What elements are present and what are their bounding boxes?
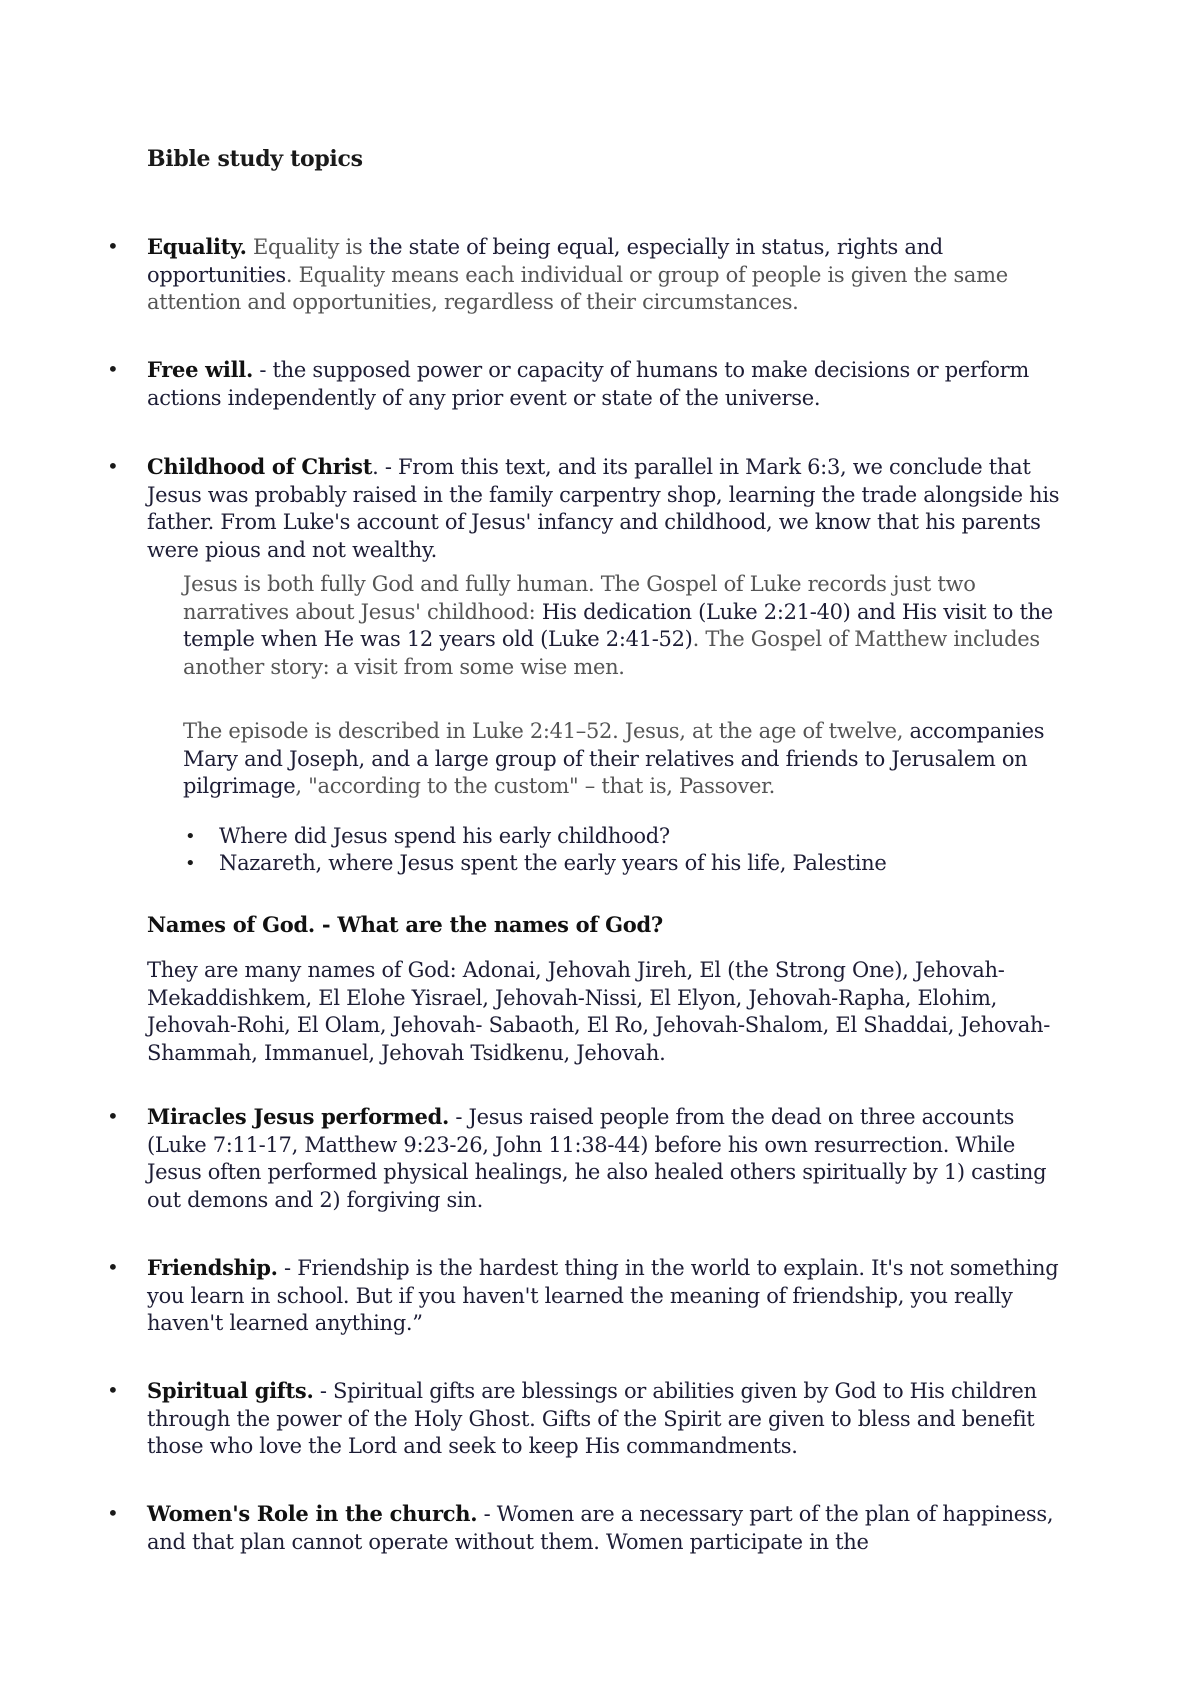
topic-text: Spiritual gifts. - Spiritual gifts are blessings or abilities given by God to His children through the power of the Holy Ghost. Gifts of the Spirit are given to bless and benefit those who love the Lord and seek to keep His commandments. xyxy=(147,1378,1037,1458)
bullet-glyph: • xyxy=(107,1104,119,1128)
topic-heading: Names of God. - What are the names of God? xyxy=(147,912,663,937)
bullet-glyph: • xyxy=(107,357,119,381)
bullet-glyph: • xyxy=(107,1378,119,1402)
bullet-glyph: • xyxy=(107,1255,119,1279)
childhood-paragraph-1: Jesus is both fully God and fully human. The Gospel of Luke records just two narratives about Jesus' childhood: His dedication (Luke 2:21-40) and His visit to the temple when He was 12 years old (Luke 2:41-52). The Gospel of Matthew includes another story: a visit from some wise men. xyxy=(183,572,1053,679)
topic-free-will xyxy=(107,356,1067,412)
page-title: Bible study topics xyxy=(147,146,363,172)
topic-spiritual-gifts xyxy=(107,1377,1067,1461)
childhood-sub-item: • Where did Jesus spend his early childhood? xyxy=(219,823,1079,851)
topic-heading: Equality. xyxy=(147,234,247,259)
topic-heading: Free will. xyxy=(147,357,253,382)
childhood-paragraph-2: The episode is described in Luke 2:41–52. Jesus, at the age of twelve, accompanies Mary and Joseph, and a large group of their relatives and friends to Jerusalem on pilgrimage, "according to the custom" – that is, Passover. xyxy=(183,719,1045,798)
topic-friendship xyxy=(107,1254,1067,1338)
bullet-glyph: • xyxy=(185,853,196,874)
topic-text: Women's Role in the church. - Women are a necessary part of the plan of happiness, and that plan cannot operate without them. Women participate in the xyxy=(147,1501,1054,1554)
topic-miracles xyxy=(107,1103,1067,1214)
topic-text: Friendship. - Friendship is the hardest thing in the world to explain. It's not something you learn in school. But if you haven't learned the meaning of friendship, you really haven't learned anything.” xyxy=(147,1255,1059,1335)
topic-text: Childhood of Christ. - From this text, and its parallel in Mark 6:3, we conclude that Jesus was probably raised in the family carpentry shop, learning the trade alongside his father. From Luke's account of Jesus' infancy and childhood, we know that his parents were pious and not wealthy. xyxy=(147,454,1060,562)
topic-equality xyxy=(107,233,1067,317)
topic-heading: Miracles Jesus performed. xyxy=(147,1104,449,1129)
topic-heading: Women's Role in the church. xyxy=(147,1501,478,1526)
topic-heading: Friendship. xyxy=(147,1255,278,1280)
topic-text: Free will. - the supposed power or capacity of humans to make decisions or perform actions independently of any prior event or state of the universe. xyxy=(147,357,1029,410)
topic-text: Miracles Jesus performed. - Jesus raised people from the dead on three accounts (Luke 7:11-17, Matthew 9:23-26, John 11:38-44) before his own resurrection. While Jesus often performed physical healings, he also healed others spiritually by 1) casting out demons and 2) forgiving sin. xyxy=(147,1104,1047,1212)
topic-names-of-god xyxy=(147,911,1067,939)
bullet-glyph: • xyxy=(107,454,119,478)
topic-womens-role xyxy=(107,1500,1067,1556)
bullet-glyph: • xyxy=(107,1501,119,1525)
topic-childhood-of-christ xyxy=(107,453,1067,564)
topic-heading: Spiritual gifts. xyxy=(147,1378,314,1403)
bullet-glyph: • xyxy=(107,234,119,258)
childhood-sub-item: • Nazareth, where Jesus spent the early years of his life, Palestine xyxy=(219,850,1079,878)
bullet-glyph: • xyxy=(185,826,196,847)
topic-heading: Childhood of Christ xyxy=(147,454,373,479)
names-of-god-text: They are many names of God: Adonai, Jehovah Jireh, El (the Strong One), Jehovah-Mekaddishkem, El Elohe Yisrael, Jehovah-Nissi, El Elyon, Jehovah-Rapha, Elohim, Jehovah-Rohi, El Olam, Jehovah- Sabaoth, El Ro, Jehovah-Shalom, El Shaddai, Jehovah-Shammah, Immanuel, Jehovah Tsidkenu, Jehovah. xyxy=(147,958,1051,1065)
topic-text: Equality. Equality is the state of being equal, especially in status, rights and opportunities. Equality means each individual or group of people is given the same attention and opportunities, regardless of their circumstances. xyxy=(147,234,1008,314)
